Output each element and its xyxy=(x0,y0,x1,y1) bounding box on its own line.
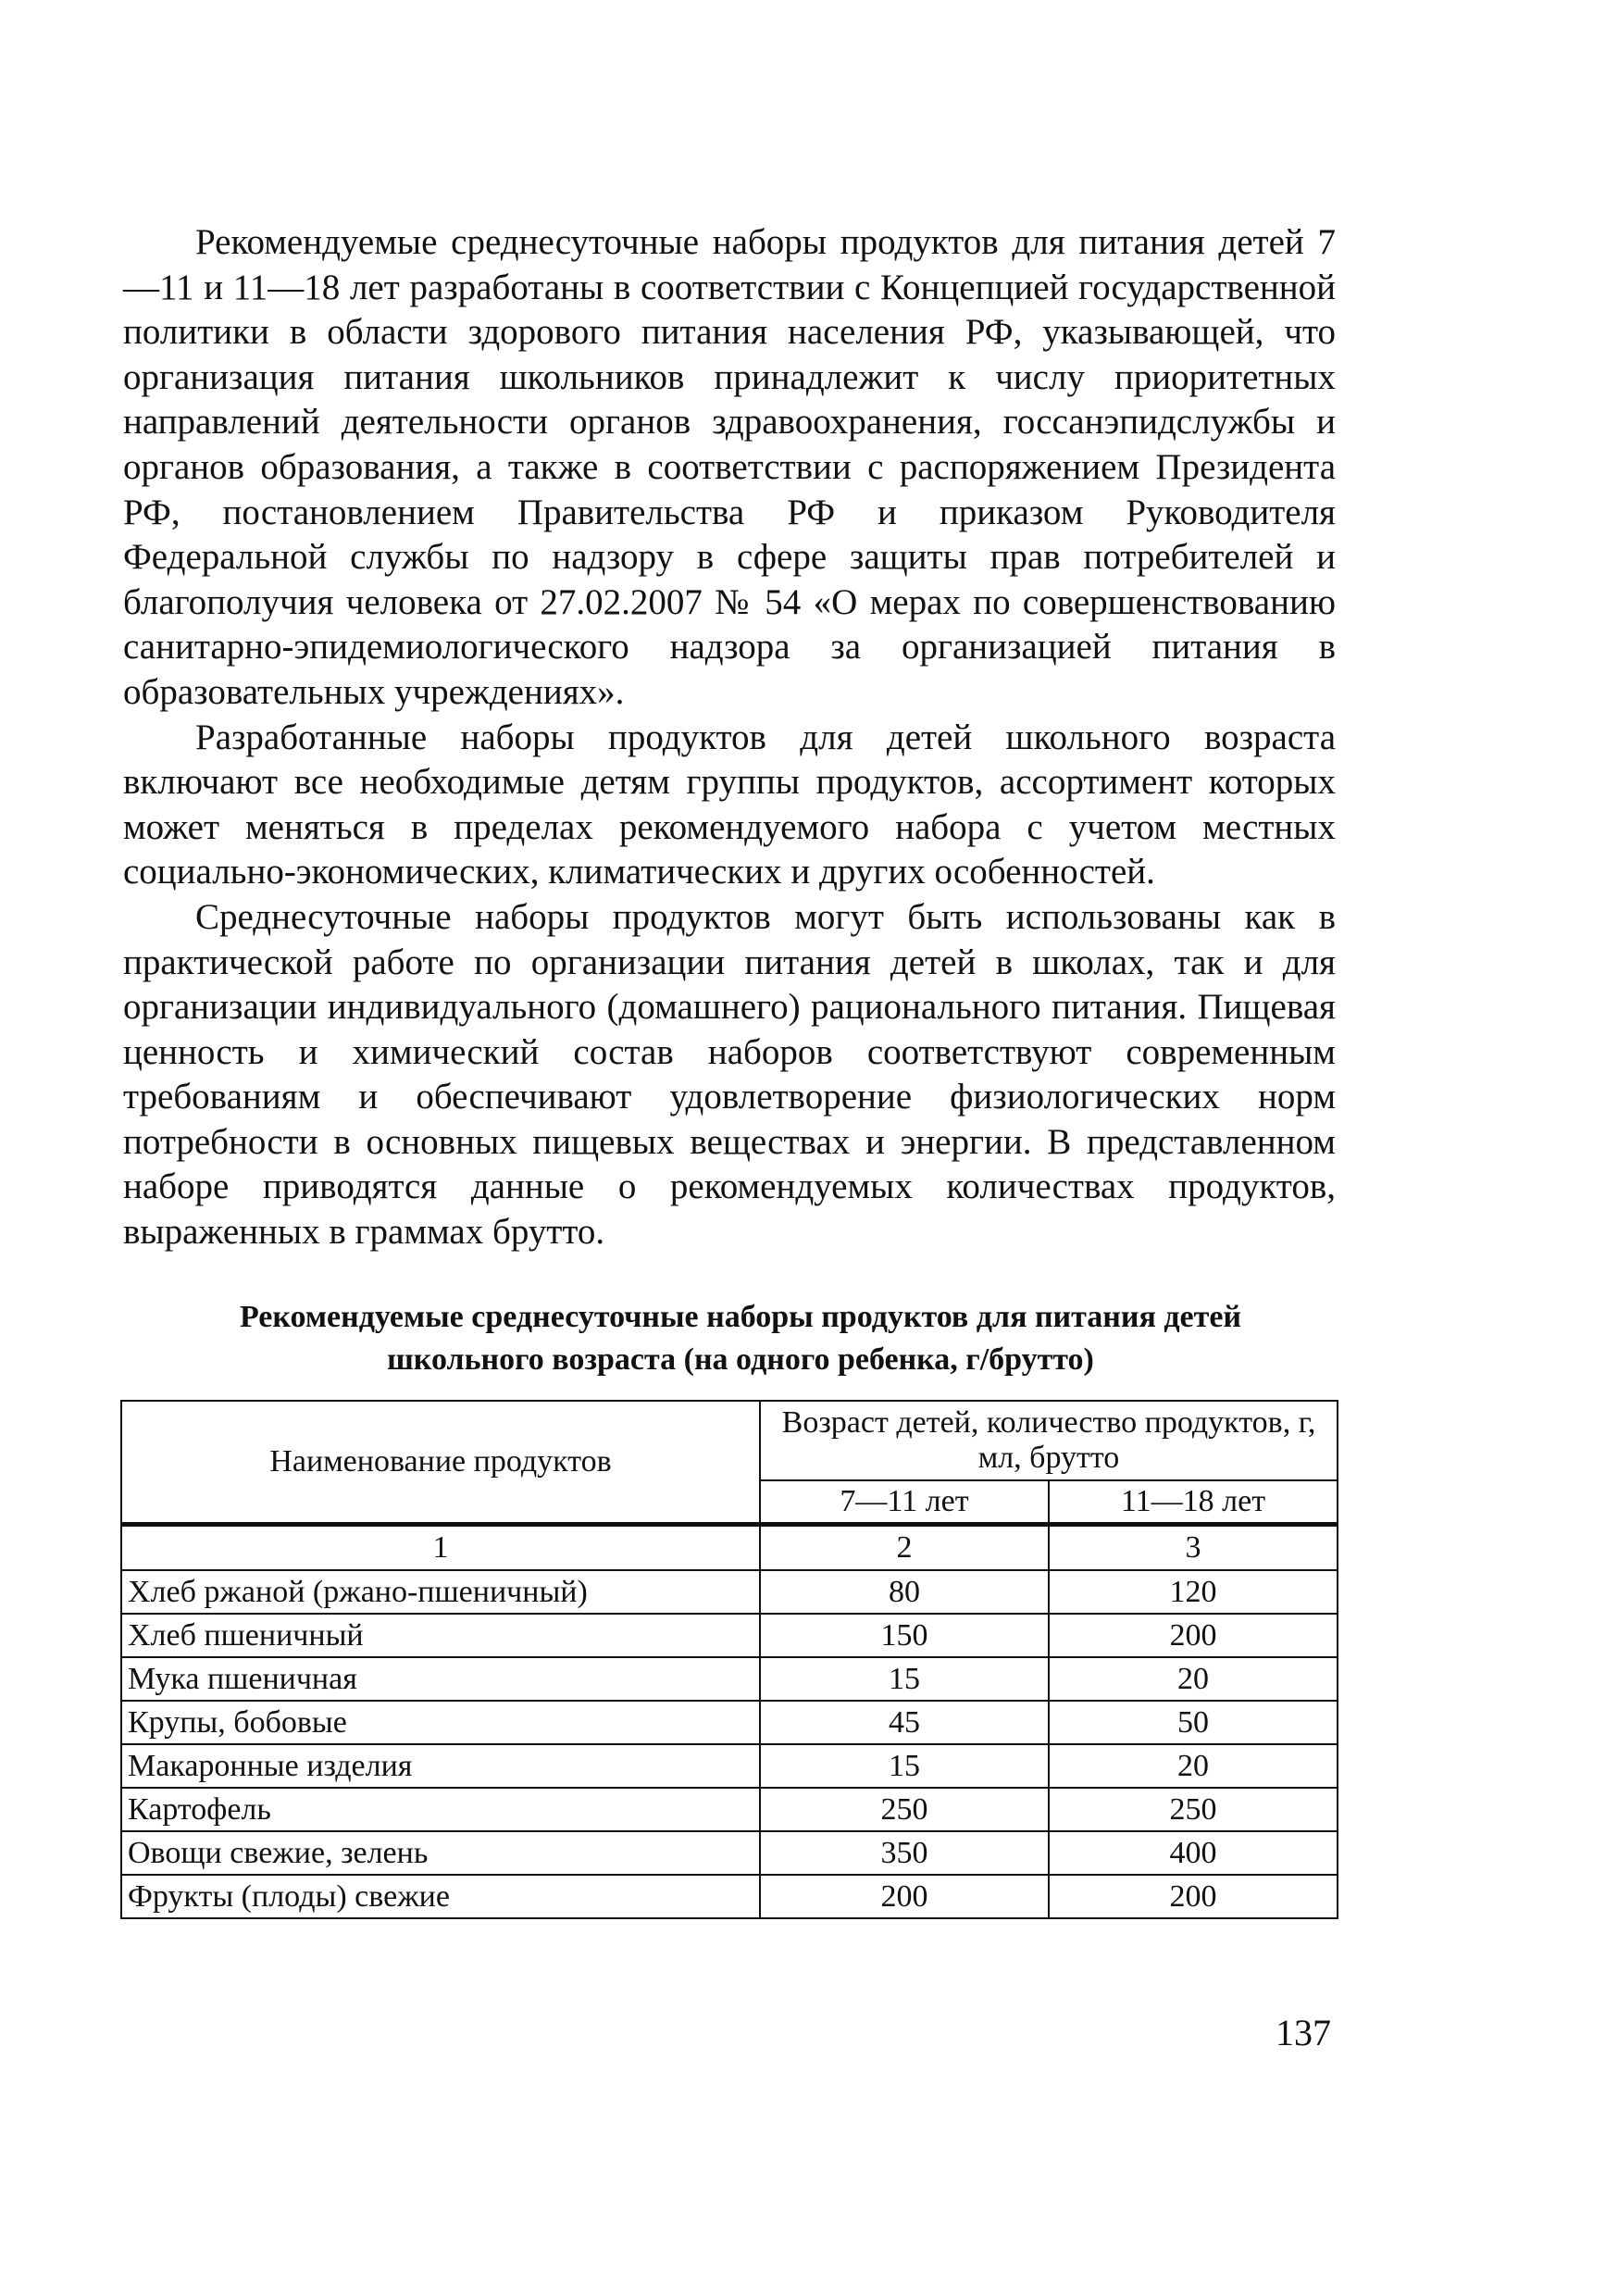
table-title xyxy=(130,1296,1351,1381)
column-index: 3 xyxy=(1049,1525,1338,1571)
value-11-18-cell: 20 xyxy=(1049,1744,1338,1788)
table-row xyxy=(121,1614,1338,1657)
value-11-18-cell: 200 xyxy=(1049,1614,1338,1657)
value-11-18-cell: 20 xyxy=(1049,1657,1338,1701)
value-11-18-cell: 120 xyxy=(1049,1570,1338,1614)
paragraph: Среднесуточные наборы продуктов могут быть использованы как в практической работе по организации питания детей в школах, так и для организации индивидуального (домашнего) рационального питания. Пищевая ценность и химический состав наборов соответствуют современным требованиям и обеспечивают удовлетворение физиологических норм потребности в основных пищевых веществах и энергии. В представленном наборе приводятся данные о рекомендуемых количествах продуктов, выраженных в граммах брутто. xyxy=(123,896,1336,1253)
product-name-cell: Овощи свежие, зелень xyxy=(121,1831,760,1875)
table-row xyxy=(121,1875,1338,1918)
product-name-cell: Хлеб ржаной (ржано-пшеничный) xyxy=(121,1570,760,1614)
value-7-11-cell: 150 xyxy=(760,1614,1049,1657)
value-11-18-cell: 50 xyxy=(1049,1701,1338,1744)
header-age-quantity: Возраст детей, количество продуктов, г, мл, брутто xyxy=(760,1401,1338,1480)
value-7-11-cell: 350 xyxy=(760,1831,1049,1875)
value-11-18-cell: 200 xyxy=(1049,1875,1338,1918)
table-row xyxy=(121,1788,1338,1831)
table-row xyxy=(121,1657,1338,1701)
column-index-row xyxy=(121,1525,1338,1571)
value-7-11-cell: 45 xyxy=(760,1701,1049,1744)
table-title-line: Рекомендуемые среднесуточные наборы продуктов для питания детей xyxy=(239,1300,1242,1334)
value-7-11-cell: 250 xyxy=(760,1788,1049,1831)
product-name-cell: Мука пшеничная xyxy=(121,1657,760,1701)
column-index: 2 xyxy=(760,1525,1049,1571)
table-row xyxy=(121,1570,1338,1614)
body-text xyxy=(123,220,1336,1255)
header-product-name: Наименование продуктов xyxy=(121,1401,760,1525)
product-name-cell: Макаронные изделия xyxy=(121,1744,760,1788)
value-7-11-cell: 15 xyxy=(760,1744,1049,1788)
value-7-11-cell: 200 xyxy=(760,1875,1049,1918)
value-7-11-cell: 80 xyxy=(760,1570,1049,1614)
header-age-11-18: 11—18 лет xyxy=(1049,1480,1338,1525)
table-row xyxy=(121,1701,1338,1744)
product-table-container xyxy=(120,1400,1337,1919)
table-title-line: школьного возраста (на одного ребенка, г/брутто) xyxy=(387,1342,1094,1377)
table-row xyxy=(121,1744,1338,1788)
column-index: 1 xyxy=(121,1525,760,1571)
product-name-cell: Хлеб пшеничный xyxy=(121,1614,760,1657)
header-age-7-11: 7—11 лет xyxy=(760,1480,1049,1525)
paragraph: Рекомендуемые среднесуточные наборы продуктов для питания детей 7—11 и 11—18 лет разработаны в соответствии с Концепцией государственной политики в области здорового питания населения РФ, указывающей, что организация питания школьников принадлежит к числу приоритетных направлений деятельности органов здравоохранения, госсанэпидслужбы и органов образования, а также в соответствии с распоряжением Президента РФ, постановлением Правительства РФ и приказом Руководителя Федеральной службы по надзору в сфере защиты прав потребителей и благополучия человека от 27.02.2007 № 54 «О мерах по совершенствованию санитарно-эпидемиологического надзора за организацией питания в образовательных учреждениях». xyxy=(123,222,1336,712)
product-name-cell: Крупы, бобовые xyxy=(121,1701,760,1744)
page-number: 137 xyxy=(1276,2012,1331,2053)
product-table xyxy=(120,1400,1338,1919)
paragraph: Разработанные наборы продуктов для детей школьного возраста включают все необходимые детям группы продуктов, ассортимент которых может меняться в пределах рекомендуемого набора с учетом местных социально-экономических, климатических и других особенностей. xyxy=(123,717,1336,892)
value-11-18-cell: 250 xyxy=(1049,1788,1338,1831)
value-11-18-cell: 400 xyxy=(1049,1831,1338,1875)
value-7-11-cell: 15 xyxy=(760,1657,1049,1701)
product-name-cell: Фрукты (плоды) свежие xyxy=(121,1875,760,1918)
product-name-cell: Картофель xyxy=(121,1788,760,1831)
table-row xyxy=(121,1831,1338,1875)
